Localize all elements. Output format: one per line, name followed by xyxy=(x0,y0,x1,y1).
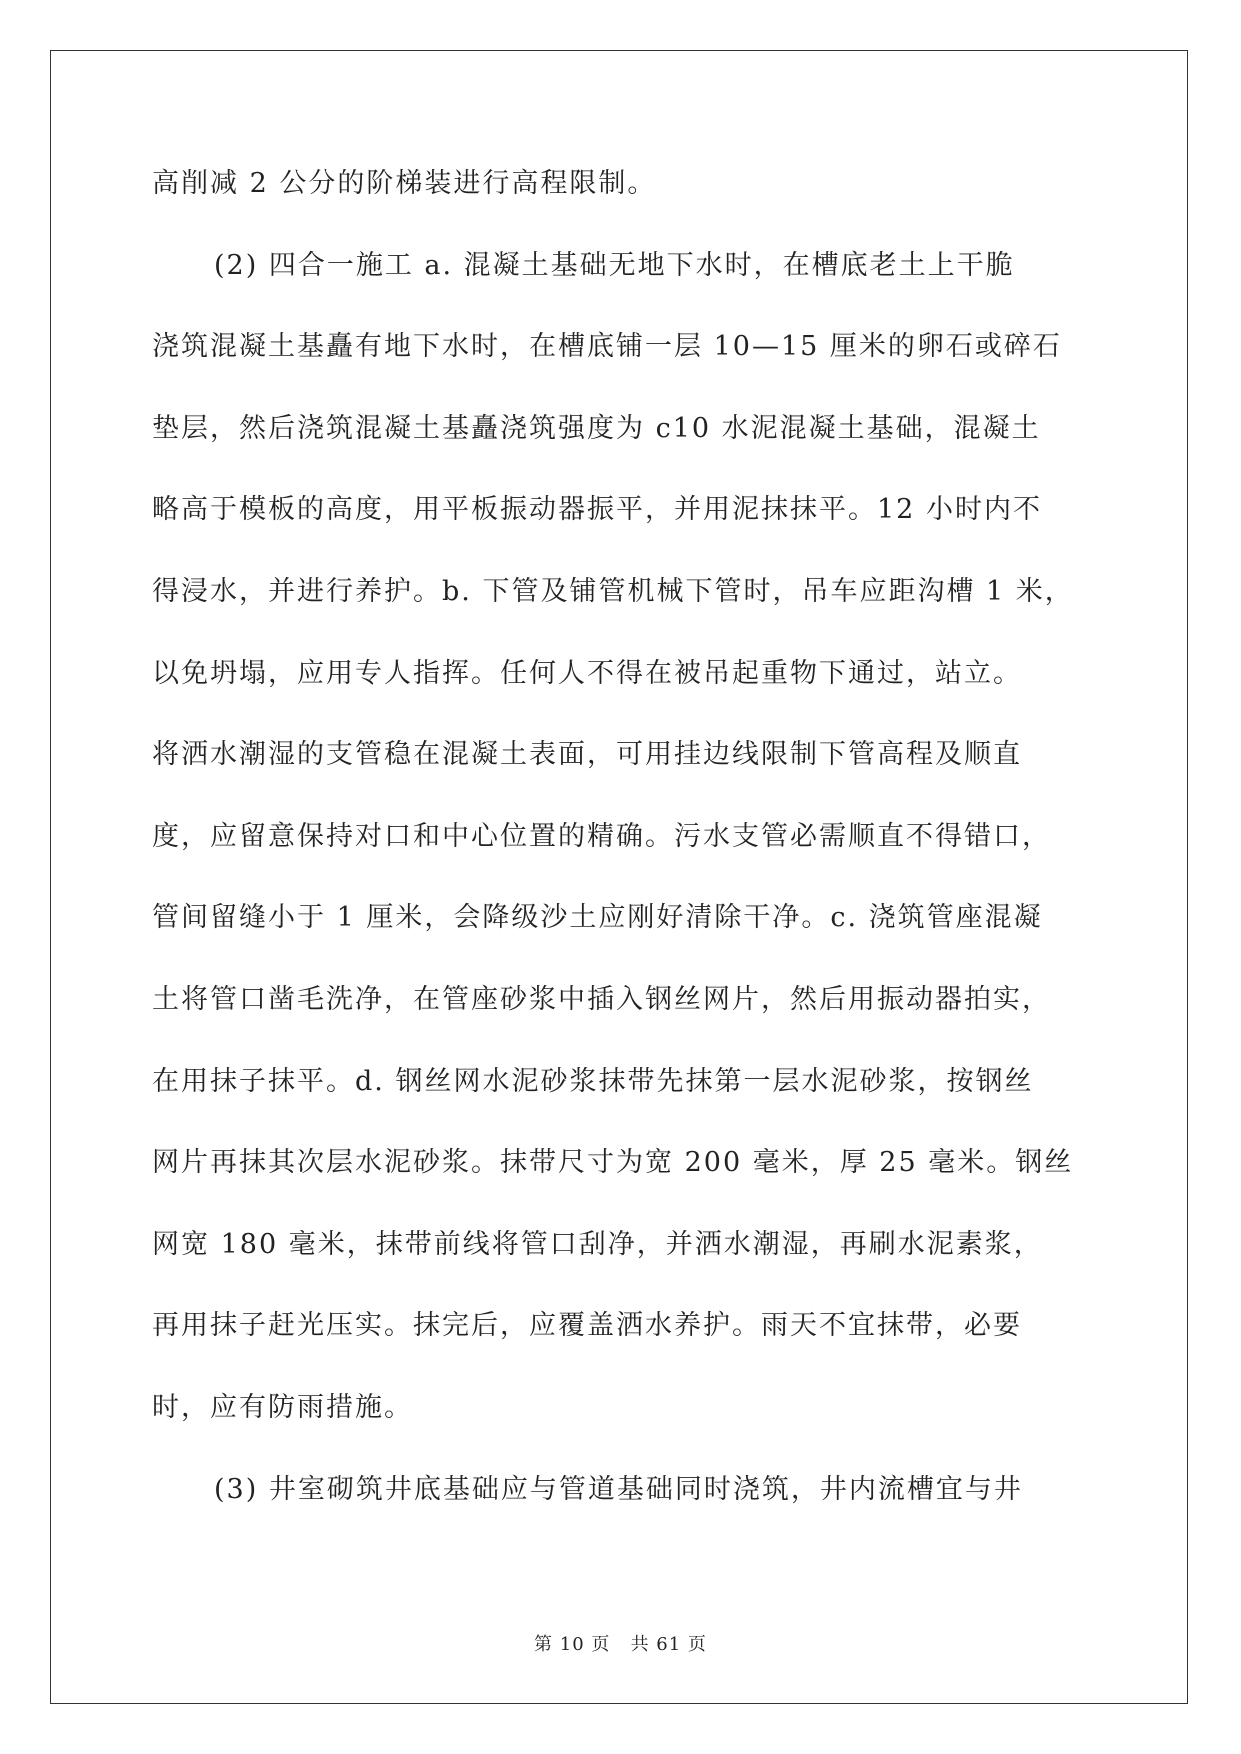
paragraph-line: 时，应有防雨措施。 xyxy=(152,1391,413,1423)
document-body xyxy=(152,156,1092,1543)
paragraph-line: 再用抹子赶光压实。抹完后，应覆盖洒水养护。雨天不宜抹带，必要 xyxy=(152,1310,1022,1342)
total-pages: 共 61 页 xyxy=(630,1634,707,1655)
paragraph-line: 土将管口凿毛洗净，在管座砂浆中插入钢丝网片，然后用振动器拍实， xyxy=(152,983,1051,1015)
paragraph-line: 在用抹子抹平。d. 钢丝网水泥砂浆抹带先抹第一层水泥砂浆，按钢丝 xyxy=(152,1065,1034,1097)
page-number: 第 10 页 xyxy=(534,1634,611,1655)
paragraph-line: 管间留缝小于 1 厘米，会降级沙土应刚好清除干净。c. 浇筑管座混凝 xyxy=(152,902,1043,934)
paragraph-line: 将洒水潮湿的支管稳在混凝土表面，可用挂边线限制下管高程及顺直 xyxy=(152,739,1022,771)
paragraph-line: 以免坍塌，应用专人指挥。任何人不得在被吊起重物下通过，站立。 xyxy=(152,657,1022,689)
paragraph-line: (3) 井室砌筑井底基础应与管道基础同时浇筑，井内流槽宜与井 xyxy=(214,1473,1023,1505)
paragraph-line: 度，应留意保持对口和中心位置的精确。污水支管必需顺直不得错口， xyxy=(152,820,1051,852)
paragraph-line: 得浸水，并进行养护。b. 下管及铺管机械下管时，吊车应距沟槽 1 米， xyxy=(152,575,1074,607)
paragraph-line: 网片再抹其次层水泥砂浆。抹带尺寸为宽 200 毫米，厚 25 毫米。钢丝 xyxy=(152,1147,1074,1179)
paragraph-line: 高削减 2 公分的阶梯装进行高程限制。 xyxy=(152,168,657,199)
paragraph-line: 浇筑混凝土基矗有地下水时，在槽底铺一层 10—15 厘米的卵石或碎石 xyxy=(152,331,1062,363)
paragraph-line: 略高于模板的高度，用平板振动器振平，并用泥抹抹平。12 小时内不 xyxy=(152,494,1042,526)
page-footer xyxy=(0,1630,1241,1656)
paragraph-line: 垫层，然后浇筑混凝土基矗浇筑强度为 c10 水泥混凝土基础，混凝土 xyxy=(152,412,1041,444)
paragraph-line: 网宽 180 毫米，抹带前线将管口刮净，并洒水潮湿，再刷水泥素浆， xyxy=(152,1228,1043,1260)
paragraph-line: (2) 四合一施工 a. 混凝土基础无地下水时，在槽底老土上干脆 xyxy=(214,249,1015,281)
